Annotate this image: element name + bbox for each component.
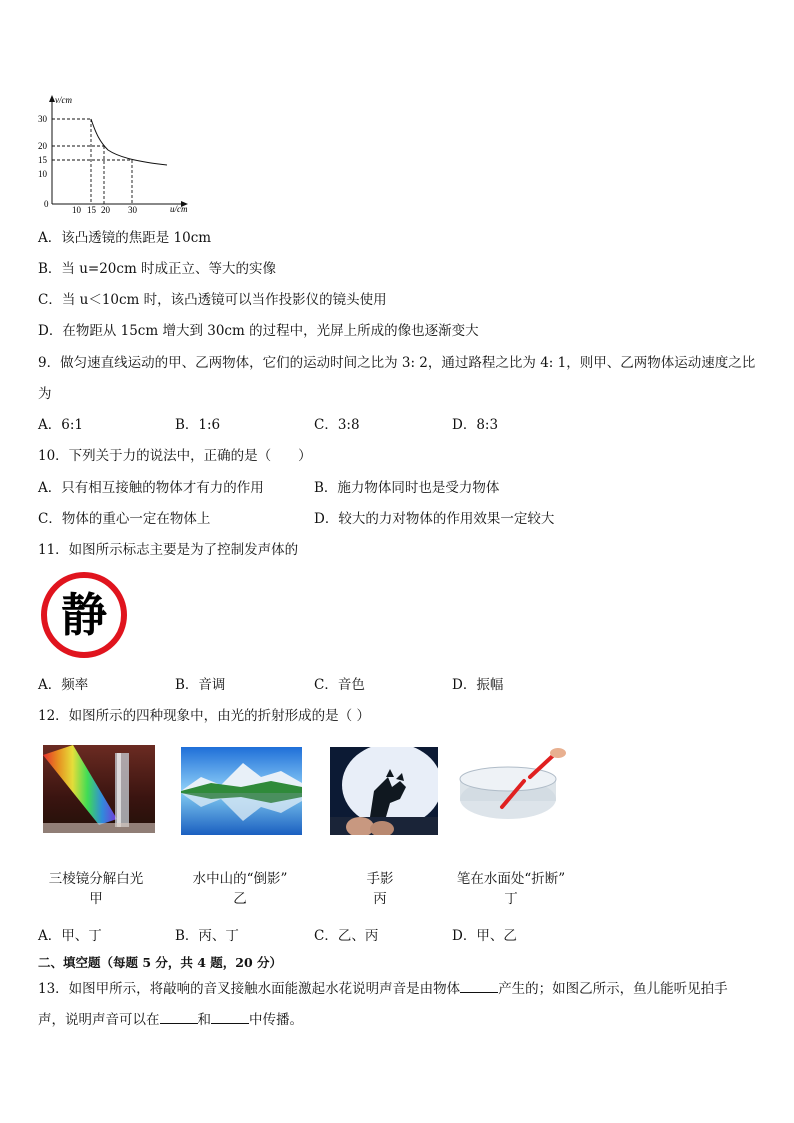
q13-part5: 中传播。 <box>249 1012 303 1028</box>
q11-stem: 11．如图所示标志主要是为了控制发声体的 <box>38 542 299 558</box>
q13-blank-2[interactable] <box>160 1011 198 1024</box>
q9-option-a: A．6:1 <box>38 417 83 433</box>
caption-bing-text: 手影 <box>366 871 394 887</box>
q9-stem-line2: 为 <box>38 386 52 402</box>
caption-jia-label: 甲 <box>89 891 103 907</box>
prism-photo <box>43 745 155 833</box>
x-tick-30: 30 <box>128 205 137 215</box>
q10-option-d: D．较大的力对物体的作用效果一定较大 <box>314 511 555 527</box>
q11-option-d: D．振幅 <box>452 677 504 693</box>
y-tick-15: 15 <box>38 155 47 165</box>
q12-option-c: C．乙、丙 <box>314 928 379 944</box>
y-axis-label: v/cm <box>55 95 72 105</box>
caption-ding-label: 丁 <box>504 891 518 907</box>
caption-ding-text: 笔在水面处“折断” <box>456 871 566 887</box>
caption-jia <box>26 869 166 909</box>
caption-bing-label: 丙 <box>373 891 387 907</box>
q10-option-b: B．施力物体同时也是受力物体 <box>314 480 500 496</box>
q10-stem: 10．下列关于力的说法中，正确的是（ ） <box>38 448 312 464</box>
quiet-sign-text: 静 <box>61 588 107 642</box>
q9-option-b: B．1:6 <box>175 417 221 433</box>
q9-stem-line1: 9．做匀速直线运动的甲、乙两物体，它们的运动时间之比为 3: 2，通过路程之比为 4: 1，则甲、乙两物体运动速度之比 <box>38 355 756 371</box>
caption-jia-text: 三棱镜分解白光 <box>48 871 144 887</box>
q13-blank-1[interactable] <box>460 980 498 993</box>
x-tick-20: 20 <box>101 205 110 215</box>
caption-bing <box>310 869 450 909</box>
q12-option-b: B．丙、丁 <box>175 928 239 944</box>
q13-line1 <box>38 980 728 998</box>
q9-option-d: D．8:3 <box>452 417 499 433</box>
lens-graph <box>36 92 196 217</box>
q11-option-a: A．频率 <box>38 677 89 693</box>
caption-yi-label: 乙 <box>233 891 247 907</box>
hand-shadow-photo <box>330 747 438 835</box>
x-tick-10: 10 <box>72 205 81 215</box>
q8-option-d: D．在物距从 15cm 增大到 30cm 的过程中，光屏上所成的像也逐渐变大 <box>38 323 479 339</box>
section2-title: 二、填空题（每题 5 分，共 4 题，20 分） <box>38 955 283 970</box>
q10-option-a: A．只有相互接触的物体才有力的作用 <box>38 480 264 496</box>
q13-part4: 和 <box>197 1012 211 1028</box>
y-tick-20: 20 <box>38 141 47 151</box>
y-tick-30: 30 <box>38 114 47 124</box>
caption-ding <box>441 869 581 909</box>
q13-line2 <box>38 1011 303 1029</box>
q12-option-a: A．甲、丁 <box>38 928 102 944</box>
q13-part3: 声，说明声音可以在 <box>38 1012 160 1028</box>
q13-part1: 13．如图甲所示，将敲响的音叉接触水面能激起水花说明声音是由物体 <box>38 981 461 997</box>
q8-option-a: A．该凸透镜的焦距是 10cm <box>38 230 212 246</box>
mountain-icon <box>181 747 302 835</box>
q12-stem: 12．如图所示的四种现象中，由光的折射形成的是（ ） <box>38 708 370 724</box>
q9-option-c: C．3:8 <box>314 417 360 433</box>
q12-option-d: D．甲、乙 <box>452 928 517 944</box>
q11-option-b: B．音调 <box>175 677 226 693</box>
pencil-water-photo <box>454 747 567 830</box>
v-u-curve <box>91 119 167 165</box>
q8-option-c: C．当 u＜10cm 时，该凸透镜可以当作投影仪的镜头使用 <box>38 292 387 308</box>
q13-blank-3[interactable] <box>211 1011 249 1024</box>
origin-label: 0 <box>44 199 49 209</box>
caption-yi-text: 水中山的“倒影” <box>192 871 288 887</box>
y-tick-10: 10 <box>38 169 47 179</box>
hand-shadow-icon <box>330 747 438 835</box>
caption-yi <box>170 869 310 909</box>
q13-part2: 产生的；如图乙所示，鱼儿能听见拍手 <box>498 981 728 997</box>
q8-option-b: B．当 u=20cm 时成正立、等大的实像 <box>38 261 277 277</box>
x-tick-15: 15 <box>87 205 96 215</box>
q10-option-c: C．物体的重心一定在物体上 <box>38 511 211 527</box>
q11-option-c: C．音色 <box>314 677 365 693</box>
prism-rainbow-icon <box>43 745 155 833</box>
pencil-glass-icon <box>454 747 567 830</box>
mountain-reflection-photo <box>181 747 302 835</box>
quiet-sign <box>41 572 127 658</box>
x-axis-label: u/cm <box>170 204 188 214</box>
